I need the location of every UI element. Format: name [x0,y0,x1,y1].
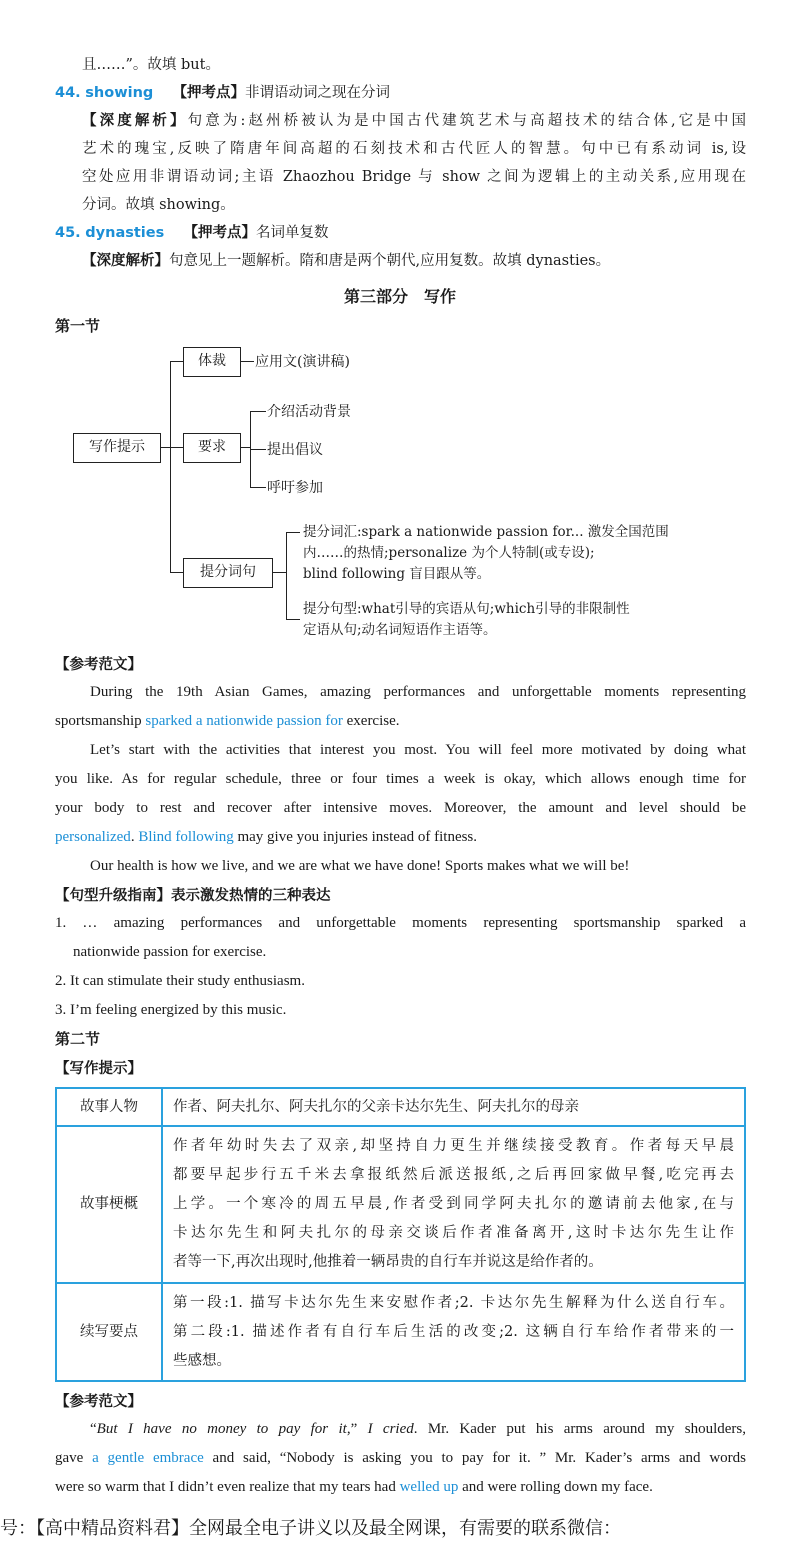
q44-header [55,83,390,103]
table-row-label: 故事梗概 [56,1126,162,1283]
q45-answer: dynasties [85,225,165,241]
diagram-tips-vocab: 提分词汇:spark a nationwide passion for... 激发全国范围 内……的热情;personalize 为个人特制(或专设); blind following 盲目跟从等。 [303,524,669,582]
q44-tag: 【押考点】 [172,85,245,101]
diagram-connector [240,447,250,448]
essay1-tag: 【参考范文】 [55,657,142,673]
diagram-root-box: 写作提示 [73,433,161,463]
essay1-p2-line3: your body to rest and recover after intensive moves. Moreover, the amount and level should be [55,800,746,816]
diagram-req-item: 介绍活动背景 [267,404,351,420]
highlight-phrase: a gentle embrace [92,1450,204,1466]
essay2-line2: gave a gentle embrace and said, “Nobody is asking you to pay for it. ” Mr. Kader’s arms and words [55,1450,746,1466]
table-row-content: 作者年幼时失去了双亲,却坚持自力更生并继续接受教育。作者每天早晨 都要早起步行五千米去拿报纸然后派送报纸,之后再回家做早餐,吃完再去 上学。一个寒冷的周五早晨,作者受到同学阿夫扎尔的邀请前去他家,在与 卡达尔先生和阿夫扎尔的母亲交谈后作者准备离开,这时卡达尔先生让作 者等一下,再次出现时,他推着一辆昂贵的自行车并说这是给作者的。 [162,1126,745,1283]
diagram-connector [286,532,300,533]
diagram-genre-text: 应用文(演讲稿) [255,354,350,370]
section1-title: 第一节 [55,317,101,335]
guide-tag: 【句型升级指南】 [55,888,171,904]
q45-number: 45. [55,225,81,241]
diagram-trunk [170,361,171,572]
diagram-tips-box: 提分词句 [183,558,273,588]
q44-analysis-tag: 【深度解析】 [82,113,188,129]
essay1-p3-line1: Our health is how we live, and we are what we have done! Sports makes what we will be! [90,858,630,874]
highlight-phrase: welled up [399,1479,459,1495]
guide-item-2: 2. It can stimulate their study enthusiasm. [55,973,305,989]
essay2-tag: 【参考范文】 [55,1394,142,1410]
diagram-connector [170,447,183,448]
diagram-tips-branch [286,532,287,619]
q45-tag: 【押考点】 [183,225,256,241]
essay1-p1-line2: sportsmanship sparked a nationwide passion for exercise. [55,713,400,729]
table-row-label: 故事人物 [56,1088,162,1126]
essay1-p2-line1: Let’s start with the activities that interest you most. You will feel more motivated by doing what [90,742,746,758]
section2-tips-tag: 【写作提示】 [55,1061,142,1077]
highlight-phrase: Blind following [138,829,234,845]
guide-header [55,884,331,905]
table-row [56,1126,745,1283]
continuation-line: 且……”。故填 but。 [82,57,220,73]
footer-watermark: 号：【高中精品资料君】全网最全电子讲义以及最全网课，有需要的联系微信： [0,1518,621,1539]
q44-number: 44. [55,85,81,101]
q44-analysis-line-2: 艺术的瑰宝,反映了隋唐年间高超的石刻技术和古代匠人的智慧。句中已有系动词 is,设 [82,141,746,157]
diagram-connector [250,449,266,450]
table-row-content: 第一段:1. 描写卡达尔先生来安慰作者;2. 卡达尔先生解释为什么送自行车。 第二段:1. 描述作者有自行车后生活的改变;2. 这辆自行车给作者带来的一 些感想。 [162,1283,745,1381]
essay2-line1: “But I have no money to pay for it,” I cried. Mr. Kader put his arms around my shoulders, [90,1421,746,1437]
highlight-phrase: sparked a nationwide passion for [145,713,343,729]
diagram-req-box: 要求 [183,433,241,463]
diagram-connector [272,572,286,573]
guide-item-3: 3. I’m feeling energized by this music. [55,1002,287,1018]
diagram-connector [240,361,254,362]
diagram-genre-box: 体裁 [183,347,241,377]
highlight-phrase: personalized [55,829,131,845]
guide-item-1-line2: nationwide passion for exercise. [73,944,267,960]
table-row-content: 作者、阿夫扎尔、阿夫扎尔的父亲卡达尔先生、阿夫扎尔的母亲 [162,1088,745,1126]
q44-analysis-line-3: 空处应用非谓语动词;主语 Zhaozhou Bridge 与 show 之间为逻辑上的主动关系,应用现在 [82,169,746,185]
q44-analysis-line-1: 【深度解析】句意为:赵州桥被认为是中国古代建筑艺术与高超技术的结合体,它是中国 [82,113,747,129]
guide-item-1-line1: 1. … amazing performances and unforgettable moments representing sportsmanship sparked a [55,915,746,931]
essay1-p2-line4: personalized. Blind following may give you injuries instead of fitness. [55,829,478,845]
section2-title: 第二节 [55,1030,101,1048]
q44-answer: showing [85,85,154,101]
q44-tag-text: 非谓语动词之现在分词 [245,85,390,101]
diagram-connector [170,572,183,573]
guide-title: 表示激发热情的三种表达 [171,888,331,904]
table-row [56,1283,745,1381]
diagram-req-item: 提出倡议 [267,442,323,458]
essay2-line3: were so warm that I didn’t even realize that my tears had welled up and were rolling down my face. [55,1479,653,1495]
diagram-tips-sentence: 提分句型:what引导的宾语从句;which引导的非限制性 定语从句;动名词短语作主语等。 [303,601,630,638]
table-row-label: 续写要点 [56,1283,162,1381]
diagram-connector [250,411,266,412]
q45-header [55,223,328,243]
q44-analysis-line-4: 分词。故填 showing。 [82,197,235,213]
essay1-p1-line1: During the 19th Asian Games, amazing performances and unforgettable moments representing [90,684,746,700]
diagram-connector [170,361,183,362]
diagram-connector [286,619,300,620]
part3-title: 第三部分 写作 [343,287,456,306]
story-info-table [55,1087,746,1382]
diagram-connector [250,487,266,488]
q45-analysis-tag: 【深度解析】 [82,253,169,269]
q45-tag-text: 名词单复数 [255,225,329,241]
essay1-p2-line2: you like. As for regular schedule, three or four times a week is okay, which allows enough time for [55,771,746,787]
q45-analysis: 【深度解析】句意见上一题解析。隋和唐是两个朝代,应用复数。故填 dynasties。 [82,253,611,269]
diagram-req-item: 呼吁参加 [267,480,323,496]
table-row [56,1088,745,1126]
